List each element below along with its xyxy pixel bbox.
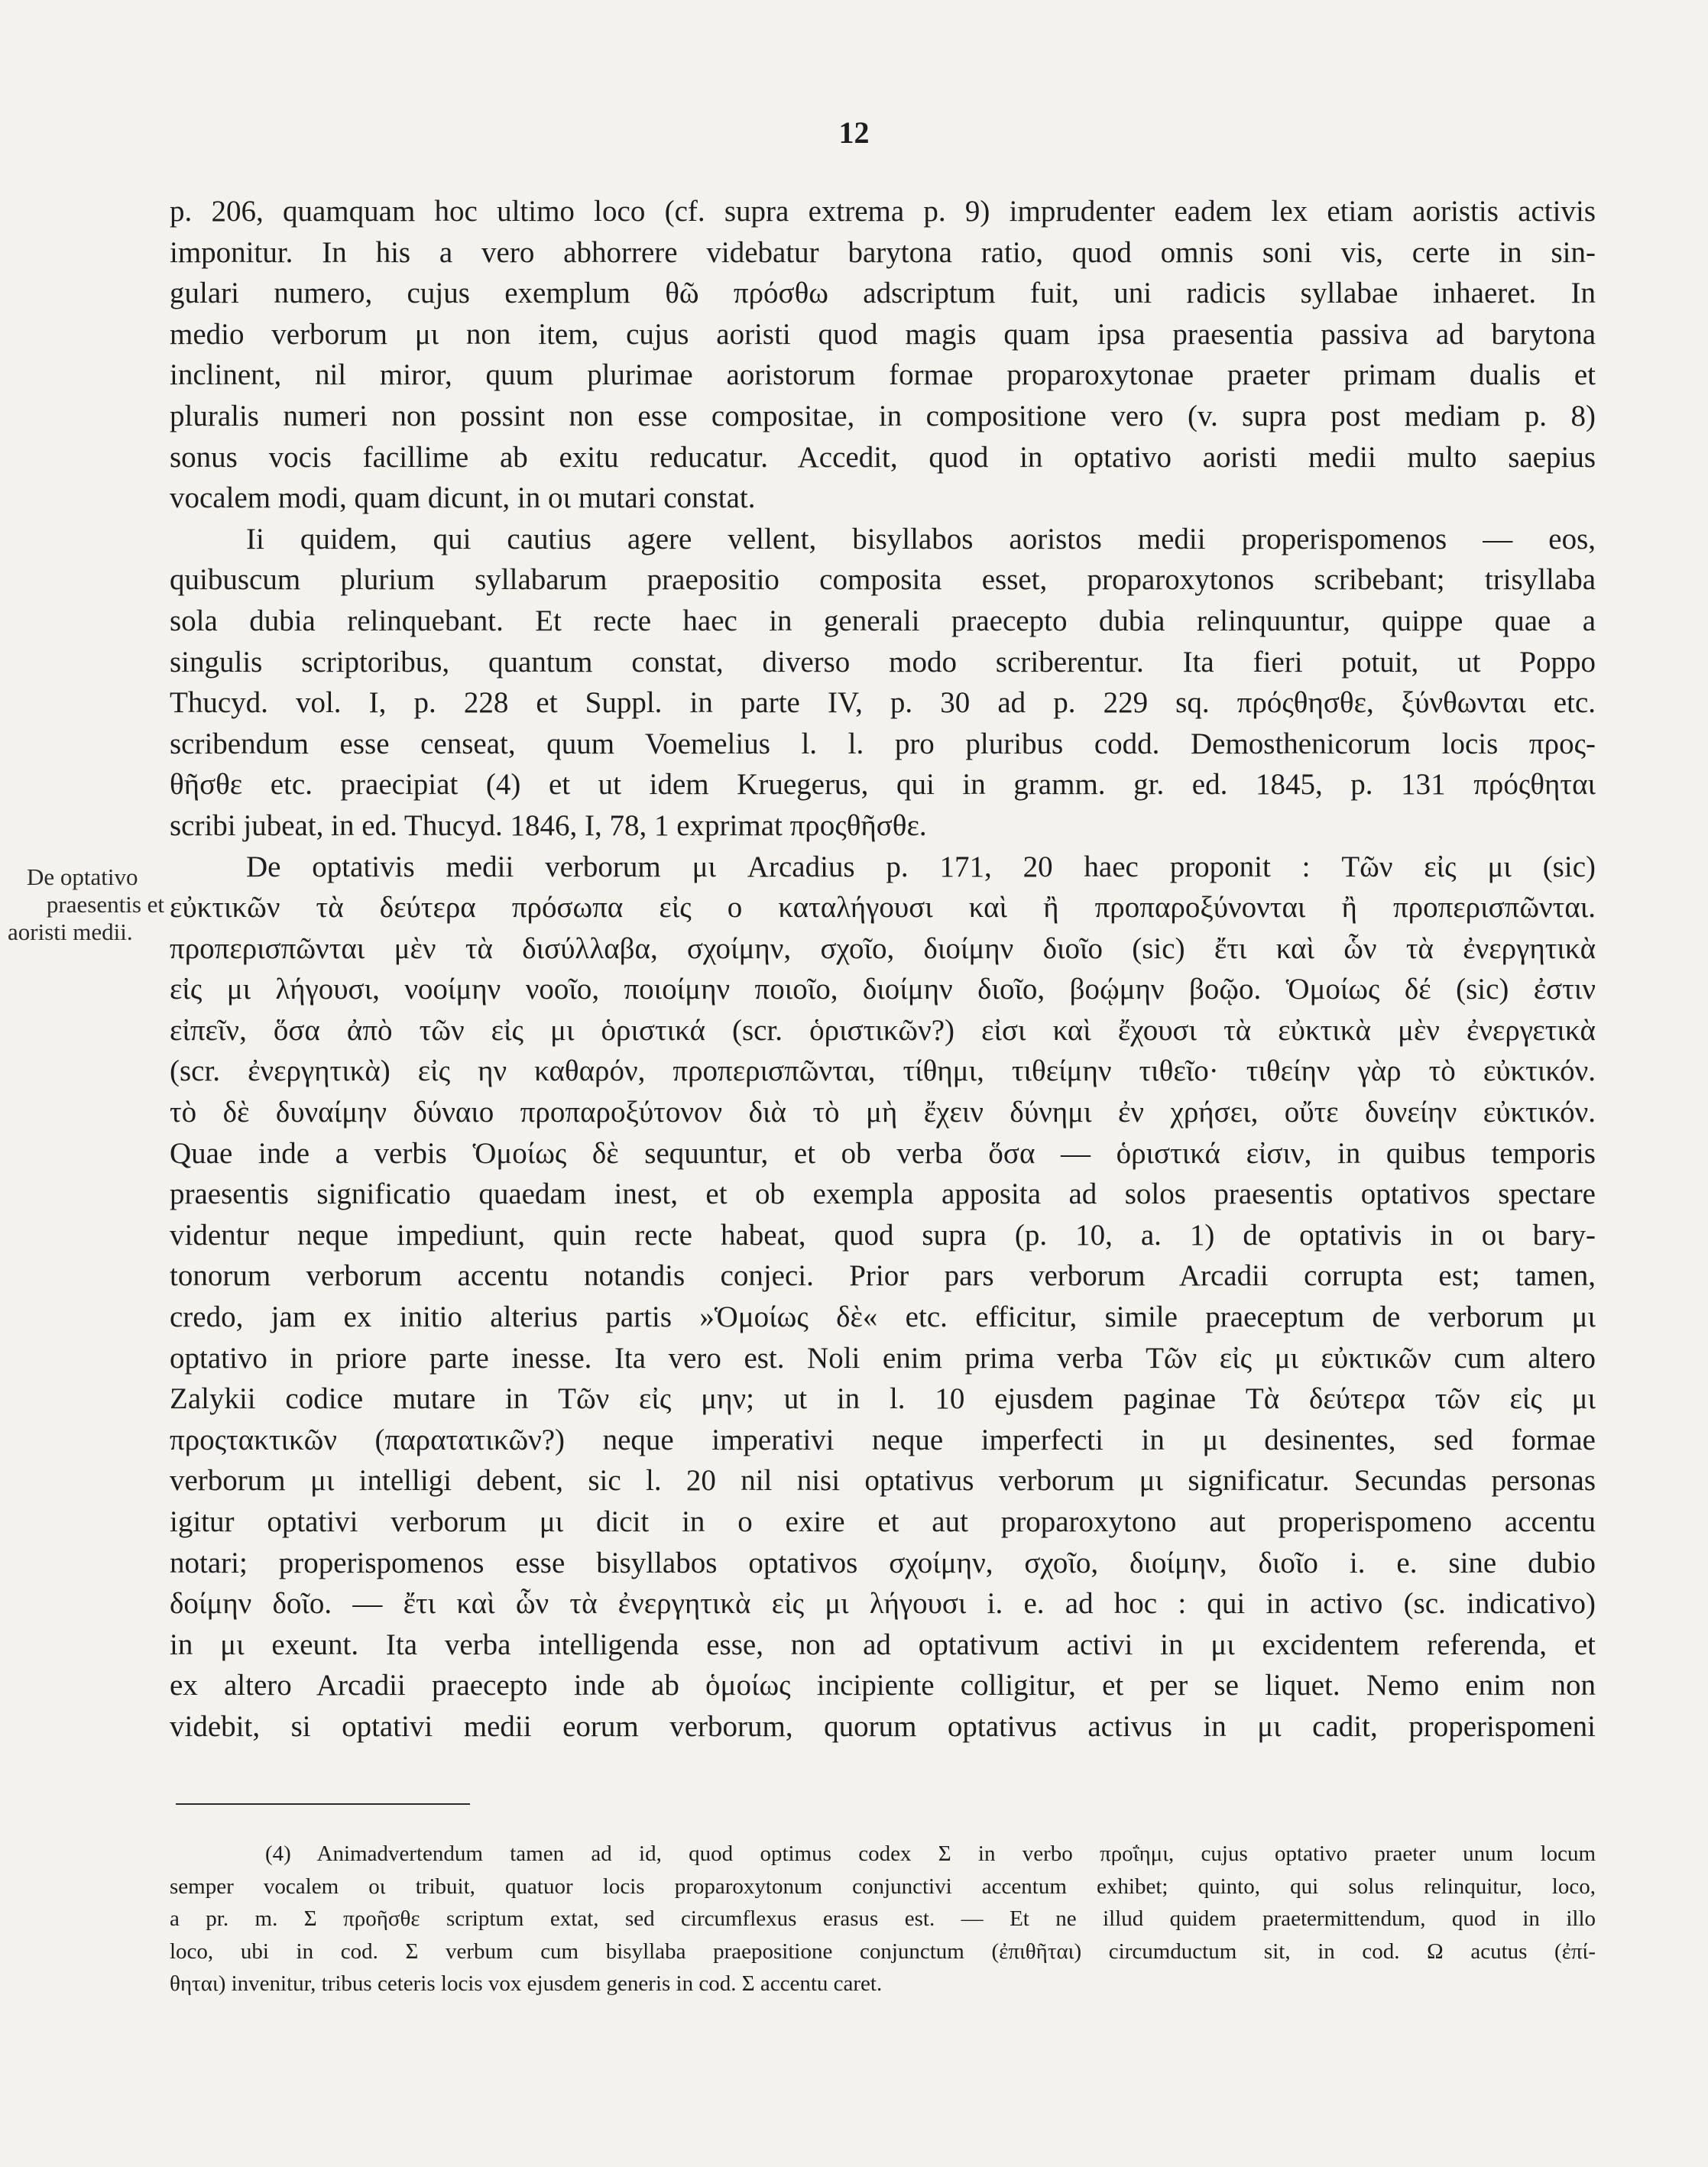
text-line: sola dubia relinquebant. Et recte haec in generali praecepto dubia relinquuntur, quippe quae a [170,604,1596,637]
text-line: εἰπεῖν, ὅσα ἀπὸ τῶν εἰς μι ὁριστικά (scr. ὁριστικῶν?) εἰσι καὶ ἔχουσι τὰ εὐκτικὰ μὲν ἐνεργετικὰ [170,1013,1596,1047]
text-line: notari; properispomenos esse bisyllabos optativos σχοίμην, σχοῖο, διοίμην, διοῖο i. e. sine dubio [170,1546,1596,1579]
page-number: 12 [838,115,870,150]
footnote-line: a pr. m. Σ προῆσθε scriptum extat, sed circumflexus erasus est. — Et ne illud quidem praetermittendum, quod in illo [170,1906,1596,1931]
text-line: εἰς μι λήγουσι, νοοίμην νοοῖο, ποιοίμην ποιοῖο, διοίμην διοῖο, βοῴμην βοῷο. Ὁμοίως δέ (sic) ἐστιν [170,973,1596,1006]
text-line: medio verborum μι non item, cujus aoristi quod magis quam ipsa praesentia passiva ad barytona [170,317,1596,351]
text-line: imponitur. In his a vero abhorrere videbatur barytona ratio, quod omnis soni vis, certe in sin- [170,235,1596,269]
marginal-note [0,863,164,946]
text-line: vocalem modi, quam dicunt, in οι mutari constat. [170,481,756,515]
text-line: (scr. ἐνεργητικὰ) εἰς ην καθαρόν, προπερισπῶνται, τίθημι, τιθείμην τιθεῖο· τιθείην γὰρ τὸ εὐκτικόν. [170,1054,1596,1088]
text-line: Zalykii codice mutare in Τῶν εἰς μην; ut in l. 10 ejusdem paginae Τὰ δεύτερα τῶν εἰς μι [170,1382,1596,1416]
body-text [170,191,1596,1748]
text-line: Ii quidem, qui cautius agere vellent, bisyllabos aoristos medii properispomenos — eos, [246,522,1596,556]
text-line: ex altero Arcadii praecepto inde ab ὁμοίως incipiente colligitur, et per se liquet. Nemo enim non [170,1669,1596,1702]
text-line: p. 206, quamquam hoc ultimo loco (cf. supra extrema p. 9) imprudenter eadem lex etiam aoristis activis [170,195,1596,228]
text-line: videntur neque impediunt, quin recte habeat, quod supra (p. 10, a. 1) de optativis in οι bary- [170,1218,1596,1252]
footnote-line: (4) Animadvertendum tamen ad id, quod optimus codex Σ in verbo προΐημι, cujus optativo praeter unum locum [265,1841,1596,1866]
text-line: Thucyd. vol. I, p. 228 et Suppl. in parte IV, p. 30 ad p. 229 sq. πρόςθησθε, ξύνθωνται etc. [170,686,1596,720]
footnote-line: loco, ubi in cod. Σ verbum cum bisyllaba praepositione conjunctum (ἐπιθῆται) circumductum sit, in cod. Ω acutus (ἐπί- [170,1939,1596,1964]
footnote-divider [176,1803,470,1805]
footnote-line: semper vocalem οι tribuit, quatuor locis proparoxytonum conjunctivi accentum exhibet; quinto, qui solus relinquitur, loco, [170,1874,1596,1899]
text-line: θῆσθε etc. praecipiat (4) et ut idem Kruegerus, qui in gramm. gr. ed. 1845, p. 131 πρόςθηται [170,768,1596,802]
text-line: τὸ δὲ δυναίμην δύναιο προπαροξύτονον διὰ τὸ μὴ ἔχειν δύνημι ἐν χρήσει, οὔτε δυνείην εὐκτικόν. [170,1096,1596,1129]
text-line: δοίμην δοῖο. — ἔτι καὶ ὧν τὰ ἐνεργητικὰ εἰς μι λήγουσι i. e. ad hoc : qui in activo (sc. indicativo) [170,1587,1596,1621]
text-line: sonus vocis facillime ab exitu reducatur. Accedit, quod in optativo aoristi medii multo saepius [170,440,1596,474]
text-line: εὐκτικῶν τὰ δεύτερα πρόσωπα εἰς ο καταλήγουσι καὶ ἢ προπαροξύνονται ἢ προπερισπῶνται. [170,891,1596,925]
text-line: tonorum verborum accentu notandis conjeci. Prior pars verborum Arcadii corrupta est; tamen, [170,1259,1596,1293]
marginal-note-line: praesentis et [46,891,164,918]
text-line: praesentis significatio quaedam inest, et ob exempla apposita ad solos praesentis optativos spectare [170,1177,1596,1211]
text-line: scribi jubeat, in ed. Thucyd. 1846, I, 78, 1 exprimat προςθῆσθε. [170,808,927,842]
text-line: Quae inde a verbis Ὁμοίως δὲ sequuntur, et ob verba ὅσα — ὁριστικά εἰσιν, in quibus temporis [170,1136,1596,1170]
text-line: quibuscum plurium syllabarum praepositio composita esset, proparoxytonos scribebant; trisyllaba [170,563,1596,597]
text-line: De optativis medii verborum μι Arcadius p. 171, 20 haec proponit : Τῶν εἰς μι (sic) [246,850,1596,883]
text-line: προςτακτικῶν (παρατατικῶν?) neque imperativi neque imperfecti in μι desinentes, sed formae [170,1423,1596,1456]
text-line: in μι exeunt. Ita verba intelligenda esse, non ad optativum activi in μι excidentem referenda, et [170,1628,1596,1661]
text-line: singulis scriptoribus, quantum constat, diverso modo scriberentur. Ita fieri potuit, ut Poppo [170,645,1596,679]
text-line: verborum μι intelligi debent, sic l. 20 nil nisi optativus verborum μι significatur. Secundas personas [170,1464,1596,1498]
footnotes [170,1838,1596,2000]
footnote-line: θηται) invenitur, tribus ceteris locis vox ejusdem generis in cod. Σ accentu caret. [170,1971,883,1996]
marginal-note-line: De optativo [27,863,138,890]
text-line: credo, jam ex initio alterius partis »Ὁμοίως δὲ« etc. efficitur, simile praeceptum de verborum μι [170,1301,1596,1334]
text-line: προπερισπῶνται μὲν τὰ δισύλλαβα, σχοίμην, σχοῖο, διοίμην διοῖο (sic) ἔτι καὶ ὧν τὰ ἐνεργητικὰ [170,931,1596,965]
text-line: optativo in priore parte inesse. Ita vero est. Noli enim prima verba Τῶν εἰς μι εὐκτικῶν cum altero [170,1341,1596,1375]
text-line: gulari numero, cujus exemplum θῶ πρόσθω adscriptum fuit, uni radicis syllabae inhaeret. In [170,277,1596,310]
marginal-note-line: aoristi medii. [8,918,133,945]
text-line: igitur optativi verborum μι dicit in ο exire et aut proparoxytono aut properispomeno accentu [170,1505,1596,1538]
text-line: videbit, si optativi medii eorum verborum, quorum optativus activus in μι cadit, properispomeni [170,1709,1596,1743]
text-line: scribendum esse censeat, quum Voemelius l. l. pro pluribus codd. Demosthenicorum locis προς- [170,727,1596,760]
text-line: inclinent, nil miror, quum plurimae aoristorum formae proparoxytonae praeter primam dualis et [170,358,1596,392]
text-line: pluralis numeri non possint non esse compositae, in compositione vero (v. supra post mediam p. 8) [170,399,1596,432]
